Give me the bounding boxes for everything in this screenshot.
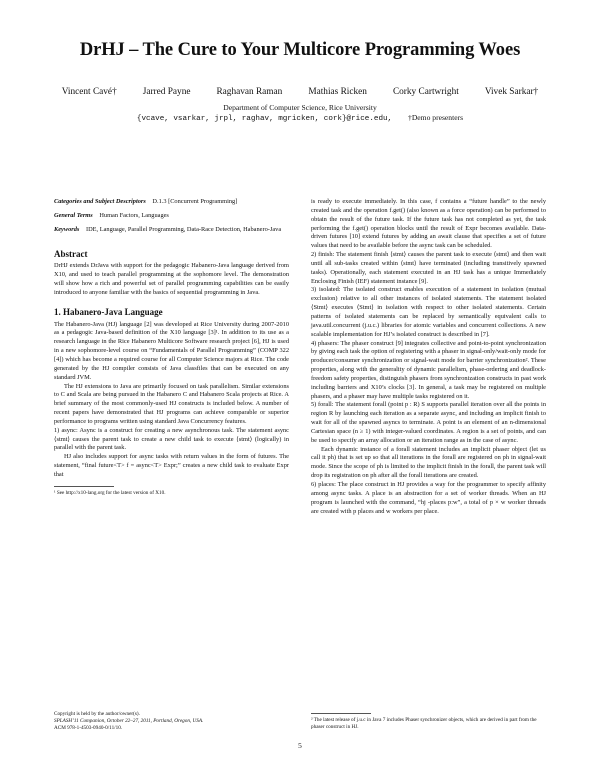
footnote-rule xyxy=(54,486,114,487)
paragraph: The HJ extensions to Java are primarily focused on task parallelism. Similar extensions to C and Scala are being pursued in the Habanero C and Habanero Scala projects at Rice. A brief summary of the most commonly-used HJ constructs is included below. A number of recent papers have demonstrated that HJ programs can achieve comparable or superior performance to programs written using standard Java Concurrency features. xyxy=(54,382,289,425)
paragraph-forall: 5) forall: The statement forall (point p : R) S supports parallel iteration over all the points in region R by launching each iteration as a separate async, and including an implicit finish to wait for all of the spawned asyncs to terminate. A point is an element of an n-dimensional Cartesian space (n ≥ 1) with integer-valued coordinates. A region is a set of points, and can be used to specify an array allocation or an iteration range as in the case of async. xyxy=(311,401,546,444)
paper-title: DrHJ – The Cure to Your Multicore Programming Woes xyxy=(79,40,521,60)
demo-note: †Demo presenters xyxy=(408,113,464,122)
footnote: ¹ See http://x10-lang.org for the latest version of X10. xyxy=(54,489,166,496)
emails: {vcave, vsarkar, jrpl, raghav, mgricken, cork}@rice.edu, xyxy=(136,115,393,123)
keywords xyxy=(54,226,289,235)
general-terms-text: Human Factors, Languages xyxy=(99,211,169,219)
categories-text: D.1.3 [Concurrent Programming] xyxy=(152,198,238,205)
categories-label: Categories and Subject Descriptors xyxy=(54,198,146,205)
paragraph-phasers: 4) phasers: The phaser construct [9] integrates collective and point-to-point synchronization by giving each task the option of registering with a phaser in signal-only/wait-only mode for producer/consumer synchronization or signal-wait mode for barrier synchronization². These properties, along with the generality of dynamic parallelism, phase-ordering and deadlock-freedom safety properties, distinguish phasers from synchronization constructs in past work including barriers and X10’s clocks [3]. In general, a task may be registered on multiple phasers, and a phaser may have multiple tasks registered on it. xyxy=(311,339,546,400)
copyright-block xyxy=(54,711,289,732)
paragraph: HJ also includes support for async tasks with return values in the form of futures. The statement, “final future<T> f = async<T> Expr;” creates a new child task to evaluate Expr that xyxy=(54,453,289,478)
copyright-line: Copyright is held by the author/owner(s). xyxy=(54,711,140,717)
general-terms-label: General Terms xyxy=(54,211,93,219)
author: Mathias Ricken xyxy=(308,87,367,97)
paragraph-isolated: 3) isolated: The isolated construct enables execution of a statement in isolation (mutual exclusion) relative to all other instances of isolated statements. The statement isolated ⟨Stmt⟩ executes ⟨Stmt⟩ in isolation with respect to other isolated statements. Certain patterns of isolated statements can be replaced by semantically equivalent calls to java.util.concurrent (j.u.c.) libraries for atomic variables and concurrent collections. A new scalable implementation for HJ’s isolated construct is described in [7]. xyxy=(311,286,546,338)
metadata xyxy=(54,198,289,235)
affiliation: Department of Computer Science, Rice University xyxy=(223,103,377,112)
abstract-heading: Abstract xyxy=(54,248,88,259)
venue-line: SPLASH’11 Companion, October 22–27, 2011, Portland, Oregon, USA. xyxy=(54,718,204,725)
affiliation-block xyxy=(0,103,600,124)
author: Corky Cartwright xyxy=(392,87,459,97)
keywords-text: IDE, Language, Parallel Programming, Data-Race Detection, Habanero-Java xyxy=(85,225,282,233)
categories xyxy=(54,198,289,207)
author: Vivek Sarkar† xyxy=(484,87,539,97)
author: Jarred Payne xyxy=(142,87,191,97)
author: Raghavan Raman xyxy=(216,87,283,97)
author-list xyxy=(0,87,600,97)
keywords-label: Keywords xyxy=(54,225,80,233)
paragraph: is ready to execute immediately. In this case, f contains a “future handle” to the newly created task and the operation f.get() (also known as a force operation) can be performed to obtain the result of the future task. If the future task has not completed as yet, the task performing the f.get() operation blocks until the result of Expr becomes available. Data-driven futures [10] extend futures by adding an await clause that specifies a set of future values that need to be available before the async task can be scheduled. xyxy=(311,198,546,250)
general-terms xyxy=(54,212,289,221)
paragraph-finish: 2) finish: The statement finish ⟨stmt⟩ causes the parent task to execute ⟨stmt⟩ and then wait until all sub-tasks created within ⟨stmt⟩ have terminated (including transitively spawned tasks). Operationally, each statement executed in an HJ task has a unique Immediately Enclosing Finish (IEF) statement instance [9]. xyxy=(311,251,546,285)
right-column xyxy=(311,198,546,516)
isbn-line: ACM 978-1-4503-0940-0/11/10. xyxy=(54,725,123,732)
abstract-text: DrHJ extends DrJava with support for the pedagogic Habanero-Java language derived from X10, and used to teach parallel programming at the sophomore level. The demonstration will show how a rich and powerful set of parallel programming capabilities can be easily introduced to anyone familiar with the basics of sequential programming in Java. xyxy=(54,262,289,296)
paragraph: Each dynamic instance of a forall statement includes an implicit phaser object (let us call it ph) that is set up so that all iterations in the forall are registered on ph in signal-wait mode. Since the scope of ph is limited to the implicit finish in the forall, the parent task will drop its registration on ph after all the forall iterations are created. xyxy=(311,445,546,480)
page-number: 5 xyxy=(298,741,302,750)
author: Vincent Cavé† xyxy=(61,87,117,97)
email-line xyxy=(0,113,600,124)
paragraph-async: 1) async: Async is a construct for creating a new asynchronous task. The statement async ⟨stmt⟩ causes the parent task to create a new child task to execute ⟨stmt⟩ (logically) in parallel with the parent task. xyxy=(54,426,289,452)
paragraph: The Habanero-Java (HJ) language [2] was developed at Rice University during 2007-2010 as a pedagogic Java-based definition of the X10 language [3]¹. In addition to its use as a research language in the Rice Habanero Multicore Software research project [6], HJ is used in a new sophomore-level course on “Fundamentals of Parallel Programming” (COMP 322 [4]) which has become a required course for all Computer Science majors at Rice. The code generated by the HJ compiler consists of Java classfiles that can be executed on any standard JVM. xyxy=(54,320,289,381)
paragraph-places: 6) places: The place construct in HJ provides a way for the programmer to specify affinity among async tasks. A place is an abstraction for a set of worker threads. When an HJ program is launched with the command, “hj -places p:w”, a total of p × w worker threads are created with p places and w workers per place. xyxy=(311,481,546,515)
footnote-block xyxy=(311,713,546,731)
footnote-rule xyxy=(311,713,371,714)
section-heading: 1. Habanero-Java Language xyxy=(54,306,163,317)
left-column xyxy=(54,198,289,497)
footnote: ² The latest release of j.u.c in Java 7 includes Phaser synchronizer objects, which are derived in part from the phaser construct in HJ. xyxy=(311,717,537,731)
